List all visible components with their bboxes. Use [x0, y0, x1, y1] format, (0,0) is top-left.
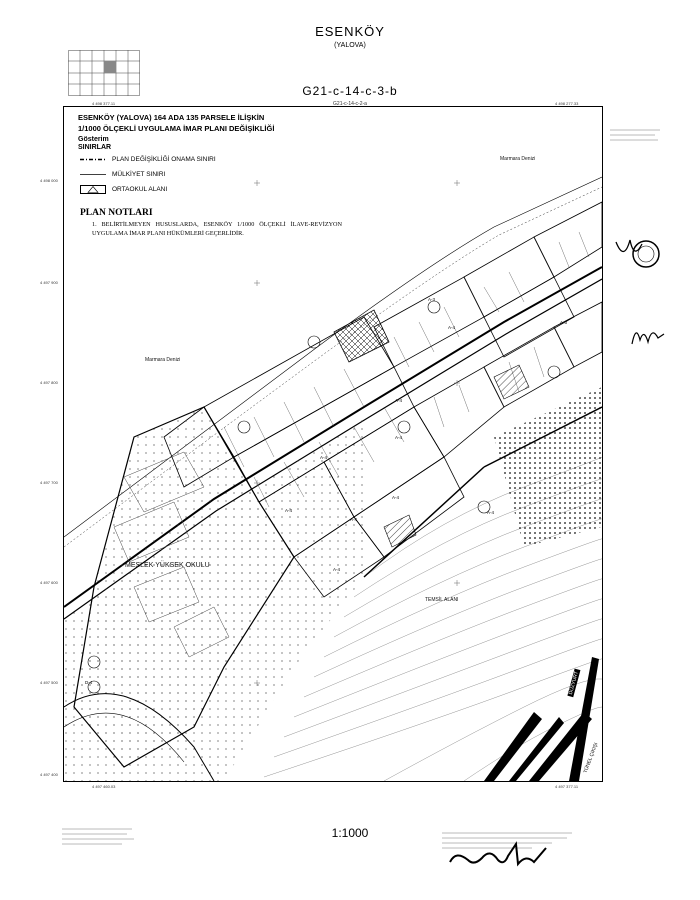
parcel-label: A-4 — [285, 508, 293, 513]
coord-left-tick: 4 497 400 — [40, 772, 58, 777]
note-lines — [610, 126, 665, 146]
plan-title — [78, 112, 274, 134]
sheet-code: G21-c-14-c-3-b — [302, 84, 398, 98]
footer-left-text-lines — [62, 826, 142, 848]
map-place-subtitle: (YALOVA) — [334, 42, 366, 49]
plan-notes-title: PLAN NOTLARI — [80, 208, 153, 218]
parcel-label: A-4 — [333, 567, 341, 572]
school-area-swatch — [80, 185, 106, 194]
map-scale: 1:1000 — [331, 826, 369, 840]
signature — [628, 322, 668, 350]
legend-subtitle: SINIRLAR — [78, 144, 112, 151]
coord-left-tick: 4 497 900 — [40, 280, 58, 285]
coord-left-tick: 4 497 800 — [40, 380, 58, 385]
legend-label: MÜLKİYET SINIRI — [112, 170, 166, 178]
legend-title: Gösterim — [78, 136, 109, 143]
parcel-label: A-4 — [395, 435, 403, 440]
park-label: TEMSİL ALANI — [425, 597, 459, 603]
coord-bottom-right: 4 497 377.11 — [555, 784, 579, 789]
map-place-title: ESENKÖY — [315, 24, 385, 39]
footer-signature — [446, 840, 556, 870]
legend-item-plan-boundary — [80, 153, 216, 165]
sea-label: Marmara Denizi — [145, 357, 181, 363]
tunnel-label: TÜNEL ÇIKIŞI — [582, 741, 600, 775]
legend-heading — [78, 136, 111, 152]
coord-left-tick: 4 498 000 — [40, 178, 58, 183]
plan-title-line1: ESENKÖY (YALOVA) 164 ADA 135 PARSELE İLİŞKİN — [78, 113, 265, 122]
plan-note-1: 1. BELİRTİLMEYEN HUSUSLARDA, ESENKÖY 1/1000 ÖLÇEKLİ İLAVE-REVİZYON UYGULAMA İMAR PLANI HÜKÜMLERİ GEÇERLİDİR. — [92, 221, 342, 237]
right-note-block — [610, 126, 665, 151]
parcel-label: A-3 — [560, 320, 568, 325]
plan-title-line2: 1/1000 ÖLÇEKLİ UYGULAMA İMAR PLANI DEĞİŞİKLİĞİ — [78, 124, 275, 133]
coord-top-right: 4 498 277.33 — [555, 101, 579, 106]
parcel-label: D-4 — [85, 680, 93, 685]
coord-left-tick: 4 497 700 — [40, 480, 58, 485]
plan-boundary-swatch — [80, 155, 106, 164]
parcel-label: A-4 — [448, 325, 456, 330]
parcel-label: A-4 — [320, 455, 328, 460]
legend-label: ORTAOKUL ALANI — [112, 185, 168, 193]
legend-item-school-area — [80, 183, 167, 195]
coord-left-tick: 4 497 600 — [40, 580, 58, 585]
coord-left-tick: 4 497 500 — [40, 680, 58, 685]
school-label: MESLEK YÜKSEK OKULU — [125, 562, 210, 569]
legend-item-property-boundary — [80, 168, 165, 180]
road-label: DÜZYURT — [567, 670, 580, 696]
legend-label: PLAN DEĞİŞİKLİĞİ ONAMA SINIRI — [112, 155, 216, 163]
parcel-label: A-4 — [350, 517, 358, 522]
parcel-label: A-4 — [395, 398, 403, 403]
sheet-code-small: G21-c-14-c-2-a — [333, 101, 367, 107]
sea-label: Marmara Denizi — [500, 156, 536, 162]
parcel-label: A-4 — [487, 510, 495, 515]
coord-bottom-left: 4 497 460.03 — [92, 784, 116, 789]
property-boundary-swatch — [80, 170, 106, 179]
parcel-label: A-4 — [392, 495, 400, 500]
coord-top-left: 4 498 377.11 — [92, 101, 116, 106]
parcel-label: A-3 — [428, 297, 436, 302]
approval-stamp — [612, 232, 662, 272]
